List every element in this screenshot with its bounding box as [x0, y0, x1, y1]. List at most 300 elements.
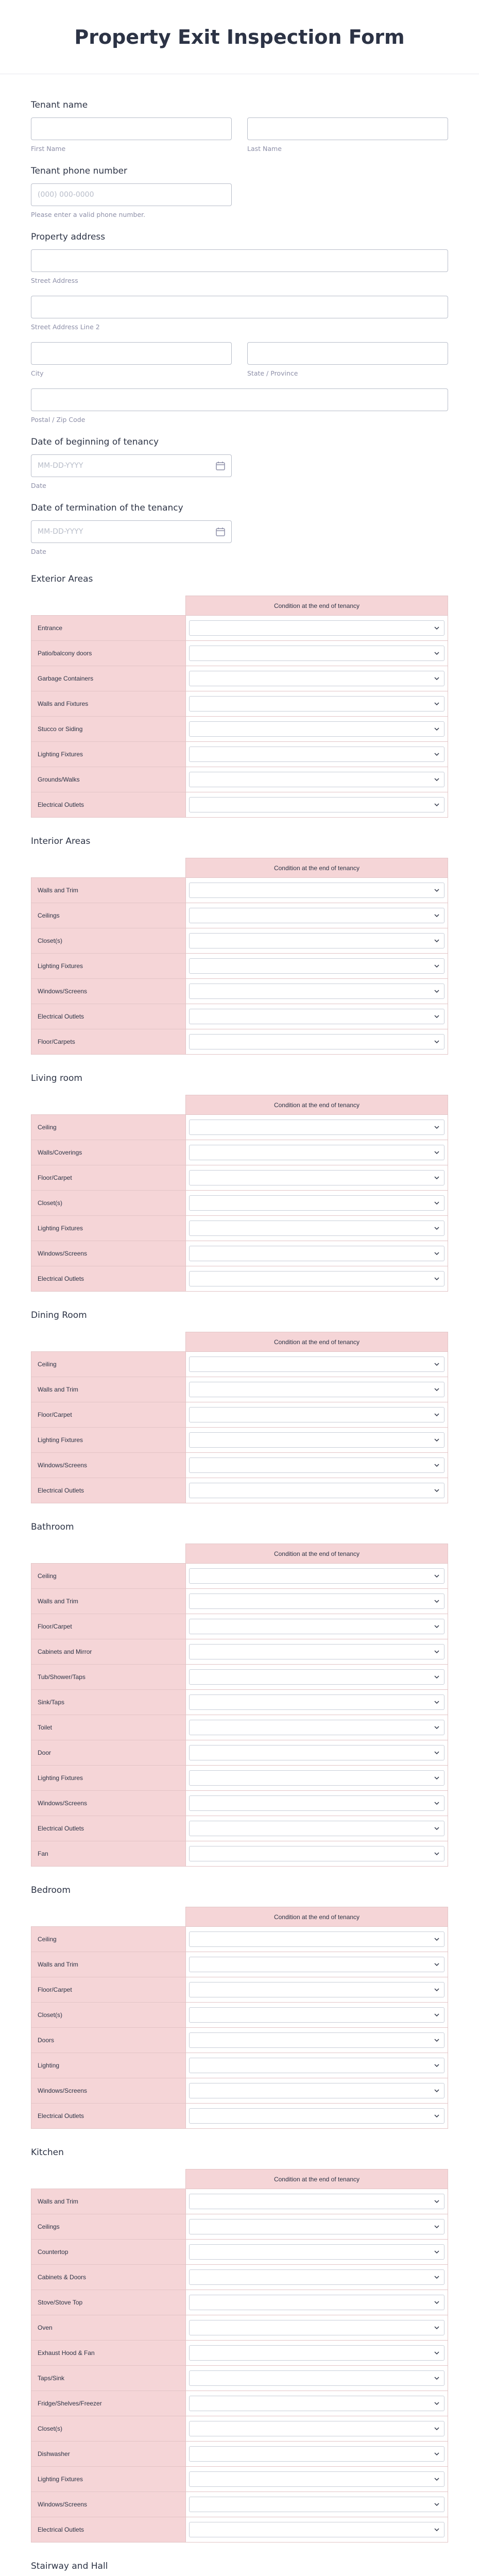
chevron-down-icon: [434, 1750, 440, 1756]
condition-select[interactable]: [189, 2269, 444, 2285]
tenancy-end-date-input[interactable]: [31, 520, 232, 543]
grid-row: [31, 2214, 448, 2240]
condition-select[interactable]: [189, 1745, 444, 1760]
condition-select[interactable]: [189, 1594, 444, 1609]
grid-row-label: Ceilings: [31, 903, 186, 928]
condition-select[interactable]: [189, 1009, 444, 1024]
grid-row-label: Tub/Shower/Taps: [31, 1665, 186, 1690]
chevron-down-icon: [434, 1936, 440, 1942]
grid-row-label: Electrical Outlets: [31, 1816, 186, 1841]
grid-row-label: Lighting Fixtures: [31, 742, 186, 767]
grid-row: [31, 1004, 448, 1029]
grid-row-label: Taps/Sink: [31, 2366, 186, 2391]
grid-row: [31, 1766, 448, 1791]
tenancy-begin-date-label: Date of beginning of tenancy: [31, 437, 159, 447]
grid-row: [31, 717, 448, 742]
condition-select[interactable]: [189, 2083, 444, 2098]
grid-row-label: Walls and Trim: [31, 1952, 186, 1977]
grid-cell: [186, 1977, 448, 2003]
grid-row: [31, 1816, 448, 1841]
condition-select[interactable]: [189, 721, 444, 737]
grid-row: [31, 2492, 448, 2517]
grid-section-title: Dining Room: [31, 1310, 87, 1320]
chevron-down-icon: [434, 1149, 440, 1156]
grid-cell: [186, 979, 448, 1004]
chevron-down-icon: [434, 2325, 440, 2331]
grid-corner-cell: [31, 1544, 186, 1564]
condition-select[interactable]: [189, 1795, 444, 1811]
chevron-down-icon: [434, 2224, 440, 2230]
grid-cell: [186, 1740, 448, 1766]
grid-cell: [186, 878, 448, 903]
condition-select[interactable]: [189, 908, 444, 923]
grid-row-label: Ceiling: [31, 1352, 186, 1377]
grid-cell: [186, 2416, 448, 2442]
grid-row-label: Stucco or Siding: [31, 717, 186, 742]
grid-cell: [186, 1816, 448, 1841]
grid-cell: [186, 1791, 448, 1816]
chevron-down-icon: [434, 1386, 440, 1393]
calendar-icon[interactable]: [215, 527, 226, 537]
condition-select[interactable]: [189, 984, 444, 999]
condition-select[interactable]: [189, 2497, 444, 2512]
chevron-down-icon: [434, 2426, 440, 2432]
condition-grid-section: [31, 574, 448, 818]
chevron-down-icon: [434, 2037, 440, 2043]
calendar-icon[interactable]: [215, 461, 226, 471]
chevron-down-icon: [434, 2198, 440, 2205]
chevron-down-icon: [434, 912, 440, 919]
grid-row-label: Electrical Outlets: [31, 1266, 186, 1292]
grid-row: [31, 2517, 448, 2543]
grid-row: [31, 1564, 448, 1589]
condition-select[interactable]: [189, 1120, 444, 1135]
condition-select[interactable]: [189, 1458, 444, 1473]
condition-select[interactable]: [189, 2007, 444, 2023]
tenant-last-name-input[interactable]: [247, 117, 448, 140]
condition-select[interactable]: [189, 883, 444, 898]
condition-select[interactable]: [189, 696, 444, 711]
grid-cell: [186, 1216, 448, 1241]
grid-row: [31, 1029, 448, 1055]
condition-select[interactable]: [189, 797, 444, 812]
condition-grids: [31, 574, 448, 2576]
grid-row-label: Lighting: [31, 2053, 186, 2078]
tenancy-begin-date-input[interactable]: [31, 454, 232, 477]
chevron-down-icon: [434, 2062, 440, 2069]
chevron-down-icon: [434, 2274, 440, 2280]
condition-grid-section: [31, 1310, 448, 1503]
condition-select[interactable]: [189, 2244, 444, 2260]
grid-row: [31, 1478, 448, 1503]
grid-cell: [186, 1241, 448, 1266]
chevron-down-icon: [434, 1462, 440, 1468]
condition-select[interactable]: [189, 933, 444, 948]
grid-cell: [186, 1004, 448, 1029]
grid-row-label: Ceiling: [31, 1927, 186, 1952]
condition-select[interactable]: [189, 1271, 444, 1286]
grid-cell: [186, 1665, 448, 1690]
zip-code-input[interactable]: [31, 388, 448, 411]
grid-row: [31, 2290, 448, 2315]
grid-row-label: Lighting Fixtures: [31, 1216, 186, 1241]
condition-select[interactable]: [189, 1568, 444, 1584]
grid-row: [31, 2442, 448, 2467]
grid-row: [31, 1927, 448, 1952]
city-input[interactable]: [31, 342, 232, 365]
chevron-down-icon: [434, 2249, 440, 2255]
grid-row: [31, 1115, 448, 1140]
grid-row-label: Windows/Screens: [31, 1241, 186, 1266]
grid-row-label: Floor/Carpet: [31, 1977, 186, 2003]
condition-select[interactable]: [189, 1195, 444, 1211]
tenant-name-label: Tenant name: [31, 100, 88, 110]
grid-cell: [186, 1352, 448, 1377]
grid-row-label: Closet(s): [31, 2416, 186, 2442]
street-address-line2-sublabel: Street Address Line 2: [31, 323, 100, 331]
condition-grid-section: [31, 1073, 448, 1292]
grid-cell: [186, 2053, 448, 2078]
condition-select[interactable]: [189, 2446, 444, 2462]
property-address-field: [31, 232, 448, 423]
state-input[interactable]: [247, 342, 448, 365]
grid-row-label: Toilet: [31, 1715, 186, 1740]
condition-select[interactable]: [189, 1432, 444, 1448]
chevron-down-icon: [434, 1724, 440, 1731]
grid-row-label: Walls and Trim: [31, 1589, 186, 1614]
grid-row-label: Electrical Outlets: [31, 1004, 186, 1029]
tenant-phone-sublabel: Please enter a valid phone number.: [31, 211, 146, 218]
condition-select[interactable]: [189, 1821, 444, 1836]
city-sublabel: City: [31, 369, 44, 377]
form-header: [0, 0, 479, 74]
grid-row-label: Lighting Fixtures: [31, 954, 186, 979]
grid-corner-cell: [31, 596, 186, 616]
condition-select[interactable]: [189, 1034, 444, 1049]
grid-cell: [186, 2003, 448, 2028]
grid-corner-cell: [31, 2170, 186, 2189]
chevron-down-icon: [434, 887, 440, 893]
grid-cell: [186, 2240, 448, 2265]
tenancy-end-date-label: Date of termination of the tenancy: [31, 503, 183, 513]
grid-row: [31, 2391, 448, 2416]
condition-select[interactable]: [189, 1669, 444, 1685]
chevron-down-icon: [434, 1775, 440, 1781]
grid-cell: [186, 1841, 448, 1867]
grid-row: [31, 2078, 448, 2104]
street-address-input[interactable]: [31, 249, 448, 272]
grid-cell: [186, 1428, 448, 1453]
grid-cell: [186, 666, 448, 691]
grid-cell: [186, 2028, 448, 2053]
grid-cell: [186, 1165, 448, 1191]
grid-cell: [186, 1402, 448, 1428]
grid-row-label: Cabinets & Doors: [31, 2265, 186, 2290]
grid-cell: [186, 1690, 448, 1715]
condition-select[interactable]: [189, 1957, 444, 1972]
condition-select[interactable]: [189, 1357, 444, 1372]
chevron-down-icon: [434, 675, 440, 682]
chevron-down-icon: [434, 1623, 440, 1630]
chevron-down-icon: [434, 2012, 440, 2018]
grid-row-label: Closet(s): [31, 928, 186, 954]
grid-row-label: Closet(s): [31, 2003, 186, 2028]
grid-row-label: Electrical Outlets: [31, 2104, 186, 2129]
grid-cell: [186, 1029, 448, 1055]
grid-row-label: Closet(s): [31, 1191, 186, 1216]
condition-select[interactable]: [189, 2219, 444, 2234]
grid-row-label: Cabinets and Mirror: [31, 1639, 186, 1665]
grid-row: [31, 2265, 448, 2290]
grid-row: [31, 1614, 448, 1639]
condition-select[interactable]: [189, 2032, 444, 2048]
chevron-down-icon: [434, 1225, 440, 1231]
grid-row: [31, 2053, 448, 2078]
condition-select[interactable]: [189, 1982, 444, 1997]
tenant-phone-input[interactable]: [31, 183, 232, 206]
grid-row-label: Stove/Stove Top: [31, 2290, 186, 2315]
condition-select[interactable]: [189, 1770, 444, 1786]
grid-cell: [186, 1715, 448, 1740]
chevron-down-icon: [434, 1250, 440, 1257]
condition-grid-table: [31, 1544, 448, 1867]
grid-row-label: Walls and Trim: [31, 878, 186, 903]
grid-row-label: Entrance: [31, 616, 186, 641]
condition-select[interactable]: [189, 1170, 444, 1185]
chevron-down-icon: [434, 776, 440, 783]
tenancy-begin-date-field: [31, 437, 448, 489]
condition-select[interactable]: [189, 1483, 444, 1498]
condition-select[interactable]: [189, 1382, 444, 1397]
grid-cell: [186, 792, 448, 818]
grid-row-label: Windows/Screens: [31, 2492, 186, 2517]
condition-select[interactable]: [189, 2396, 444, 2411]
grid-row: [31, 1377, 448, 1402]
grid-row: [31, 1165, 448, 1191]
condition-select[interactable]: [189, 2370, 444, 2386]
condition-grid-section: [31, 2147, 448, 2543]
chevron-down-icon: [434, 1412, 440, 1418]
grid-row-label: Countertop: [31, 2240, 186, 2265]
grid-cell: [186, 2078, 448, 2104]
condition-select[interactable]: [189, 2108, 444, 2124]
chevron-down-icon: [434, 2375, 440, 2381]
grid-section-title: Interior Areas: [31, 836, 91, 846]
condition-select[interactable]: [189, 1221, 444, 1236]
grid-row: [31, 2104, 448, 2129]
property-address-label: Property address: [31, 232, 106, 242]
condition-grid-table: [31, 1095, 448, 1292]
chevron-down-icon: [434, 1039, 440, 1045]
grid-cell: [186, 2341, 448, 2366]
grid-cell: [186, 1927, 448, 1952]
chevron-down-icon: [434, 2400, 440, 2406]
grid-cell: [186, 2366, 448, 2391]
condition-select[interactable]: [189, 2194, 444, 2209]
grid-row-label: Door: [31, 1740, 186, 1766]
chevron-down-icon: [434, 2501, 440, 2507]
condition-select[interactable]: [189, 2421, 444, 2436]
grid-cell: [186, 616, 448, 641]
grid-row: [31, 979, 448, 1004]
grid-column-header: Condition at the end of tenancy: [186, 1095, 448, 1115]
chevron-down-icon: [434, 963, 440, 969]
grid-section-title: Stairway and Hall: [31, 2561, 108, 2571]
grid-row-label: Windows/Screens: [31, 2078, 186, 2104]
condition-select[interactable]: [189, 958, 444, 974]
tenant-phone-field: [31, 166, 448, 218]
condition-grid-section: [31, 1885, 448, 2129]
grid-row-label: Exhaust Hood & Fan: [31, 2341, 186, 2366]
grid-row: [31, 1428, 448, 1453]
chevron-down-icon: [434, 988, 440, 994]
grid-row: [31, 2366, 448, 2391]
grid-cell: [186, 1191, 448, 1216]
tenancy-end-date-field: [31, 503, 448, 555]
zip-code-sublabel: Postal / Zip Code: [31, 416, 85, 423]
tenant-first-name-sublabel: First Name: [31, 145, 66, 152]
condition-grid-section: [31, 2561, 448, 2576]
grid-cell: [186, 1952, 448, 1977]
grid-row-label: Fan: [31, 1841, 186, 1867]
grid-column-header: Condition at the end of tenancy: [186, 1907, 448, 1927]
grid-row: [31, 2189, 448, 2214]
grid-cell: [186, 1115, 448, 1140]
grid-row-label: Floor/Carpets: [31, 1029, 186, 1055]
condition-select[interactable]: [189, 1846, 444, 1861]
condition-select[interactable]: [189, 2320, 444, 2335]
grid-row-label: Dishwasher: [31, 2442, 186, 2467]
tenancy-begin-date-sublabel: Date: [31, 482, 46, 489]
condition-select[interactable]: [189, 2522, 444, 2537]
grid-row-label: Oven: [31, 2315, 186, 2341]
grid-cell: [186, 2189, 448, 2214]
grid-row: [31, 1977, 448, 2003]
grid-row: [31, 2003, 448, 2028]
condition-select[interactable]: [189, 1720, 444, 1735]
grid-corner-cell: [31, 1907, 186, 1927]
condition-select[interactable]: [189, 1931, 444, 1947]
chevron-down-icon: [434, 2299, 440, 2306]
street-address-sublabel: Street Address: [31, 277, 78, 284]
chevron-down-icon: [434, 1361, 440, 1367]
condition-select[interactable]: [189, 1619, 444, 1634]
condition-select[interactable]: [189, 2345, 444, 2361]
condition-grid-table: [31, 858, 448, 1055]
condition-select[interactable]: [189, 2058, 444, 2073]
chevron-down-icon: [434, 650, 440, 656]
grid-row: [31, 616, 448, 641]
grid-row-label: Lighting Fixtures: [31, 1428, 186, 1453]
grid-row-label: Electrical Outlets: [31, 2517, 186, 2543]
grid-cell: [186, 1453, 448, 1478]
grid-row: [31, 792, 448, 818]
chevron-down-icon: [434, 1699, 440, 1705]
grid-row: [31, 1690, 448, 1715]
condition-select[interactable]: [189, 747, 444, 762]
chevron-down-icon: [434, 1013, 440, 1020]
condition-select[interactable]: [189, 646, 444, 661]
tenant-first-name-input[interactable]: [31, 117, 232, 140]
condition-select[interactable]: [189, 2471, 444, 2487]
grid-cell: [186, 641, 448, 666]
grid-cell: [186, 1766, 448, 1791]
state-sublabel: State / Province: [247, 369, 298, 377]
grid-row-label: Walls and Trim: [31, 2189, 186, 2214]
grid-section-title: Bedroom: [31, 1885, 71, 1895]
chevron-down-icon: [434, 1487, 440, 1494]
chevron-down-icon: [434, 1674, 440, 1680]
grid-row: [31, 1740, 448, 1766]
condition-grid-table: [31, 1332, 448, 1503]
condition-select[interactable]: [189, 772, 444, 787]
grid-row-label: Floor/Carpet: [31, 1402, 186, 1428]
grid-row: [31, 1241, 448, 1266]
grid-row: [31, 954, 448, 979]
grid-cell: [186, 691, 448, 717]
chevron-down-icon: [434, 1598, 440, 1604]
condition-select[interactable]: [189, 671, 444, 686]
tenant-last-name-sublabel: Last Name: [247, 145, 282, 152]
chevron-down-icon: [434, 701, 440, 707]
grid-row: [31, 742, 448, 767]
tenancy-end-date-sublabel: Date: [31, 548, 46, 555]
grid-row: [31, 2467, 448, 2492]
grid-cell: [186, 903, 448, 928]
grid-column-header: Condition at the end of tenancy: [186, 596, 448, 616]
grid-corner-cell: [31, 858, 186, 878]
condition-grid-table: [31, 596, 448, 818]
grid-cell: [186, 1140, 448, 1165]
grid-row-label: Patio/balcony doors: [31, 641, 186, 666]
grid-row: [31, 1191, 448, 1216]
grid-row-label: Windows/Screens: [31, 1791, 186, 1816]
chevron-down-icon: [434, 2451, 440, 2457]
grid-cell: [186, 1639, 448, 1665]
chevron-down-icon: [434, 1961, 440, 1968]
condition-select[interactable]: [189, 620, 444, 636]
condition-grid-table: [31, 2169, 448, 2543]
grid-cell: [186, 2214, 448, 2240]
grid-corner-cell: [31, 1095, 186, 1115]
grid-row: [31, 1589, 448, 1614]
condition-grid-table: [31, 1907, 448, 2129]
condition-select[interactable]: [189, 1644, 444, 1659]
chevron-down-icon: [434, 1851, 440, 1857]
chevron-down-icon: [434, 2113, 440, 2119]
chevron-down-icon: [434, 938, 440, 944]
condition-select[interactable]: [189, 1694, 444, 1710]
grid-row: [31, 666, 448, 691]
condition-select[interactable]: [189, 2295, 444, 2310]
street-address-line2-input[interactable]: [31, 296, 448, 318]
grid-row-label: Electrical Outlets: [31, 792, 186, 818]
grid-cell: [186, 1564, 448, 1589]
chevron-down-icon: [434, 1800, 440, 1806]
grid-row-label: Windows/Screens: [31, 979, 186, 1004]
grid-corner-cell: [31, 1332, 186, 1352]
chevron-down-icon: [434, 1825, 440, 1832]
condition-grid-section: [31, 836, 448, 1055]
condition-select[interactable]: [189, 1407, 444, 1422]
grid-row-label: Grounds/Walks: [31, 767, 186, 792]
grid-row: [31, 1841, 448, 1867]
grid-row: [31, 903, 448, 928]
grid-row: [31, 641, 448, 666]
condition-select[interactable]: [189, 1246, 444, 1261]
condition-select[interactable]: [189, 1145, 444, 1160]
grid-section-title: Exterior Areas: [31, 574, 93, 584]
